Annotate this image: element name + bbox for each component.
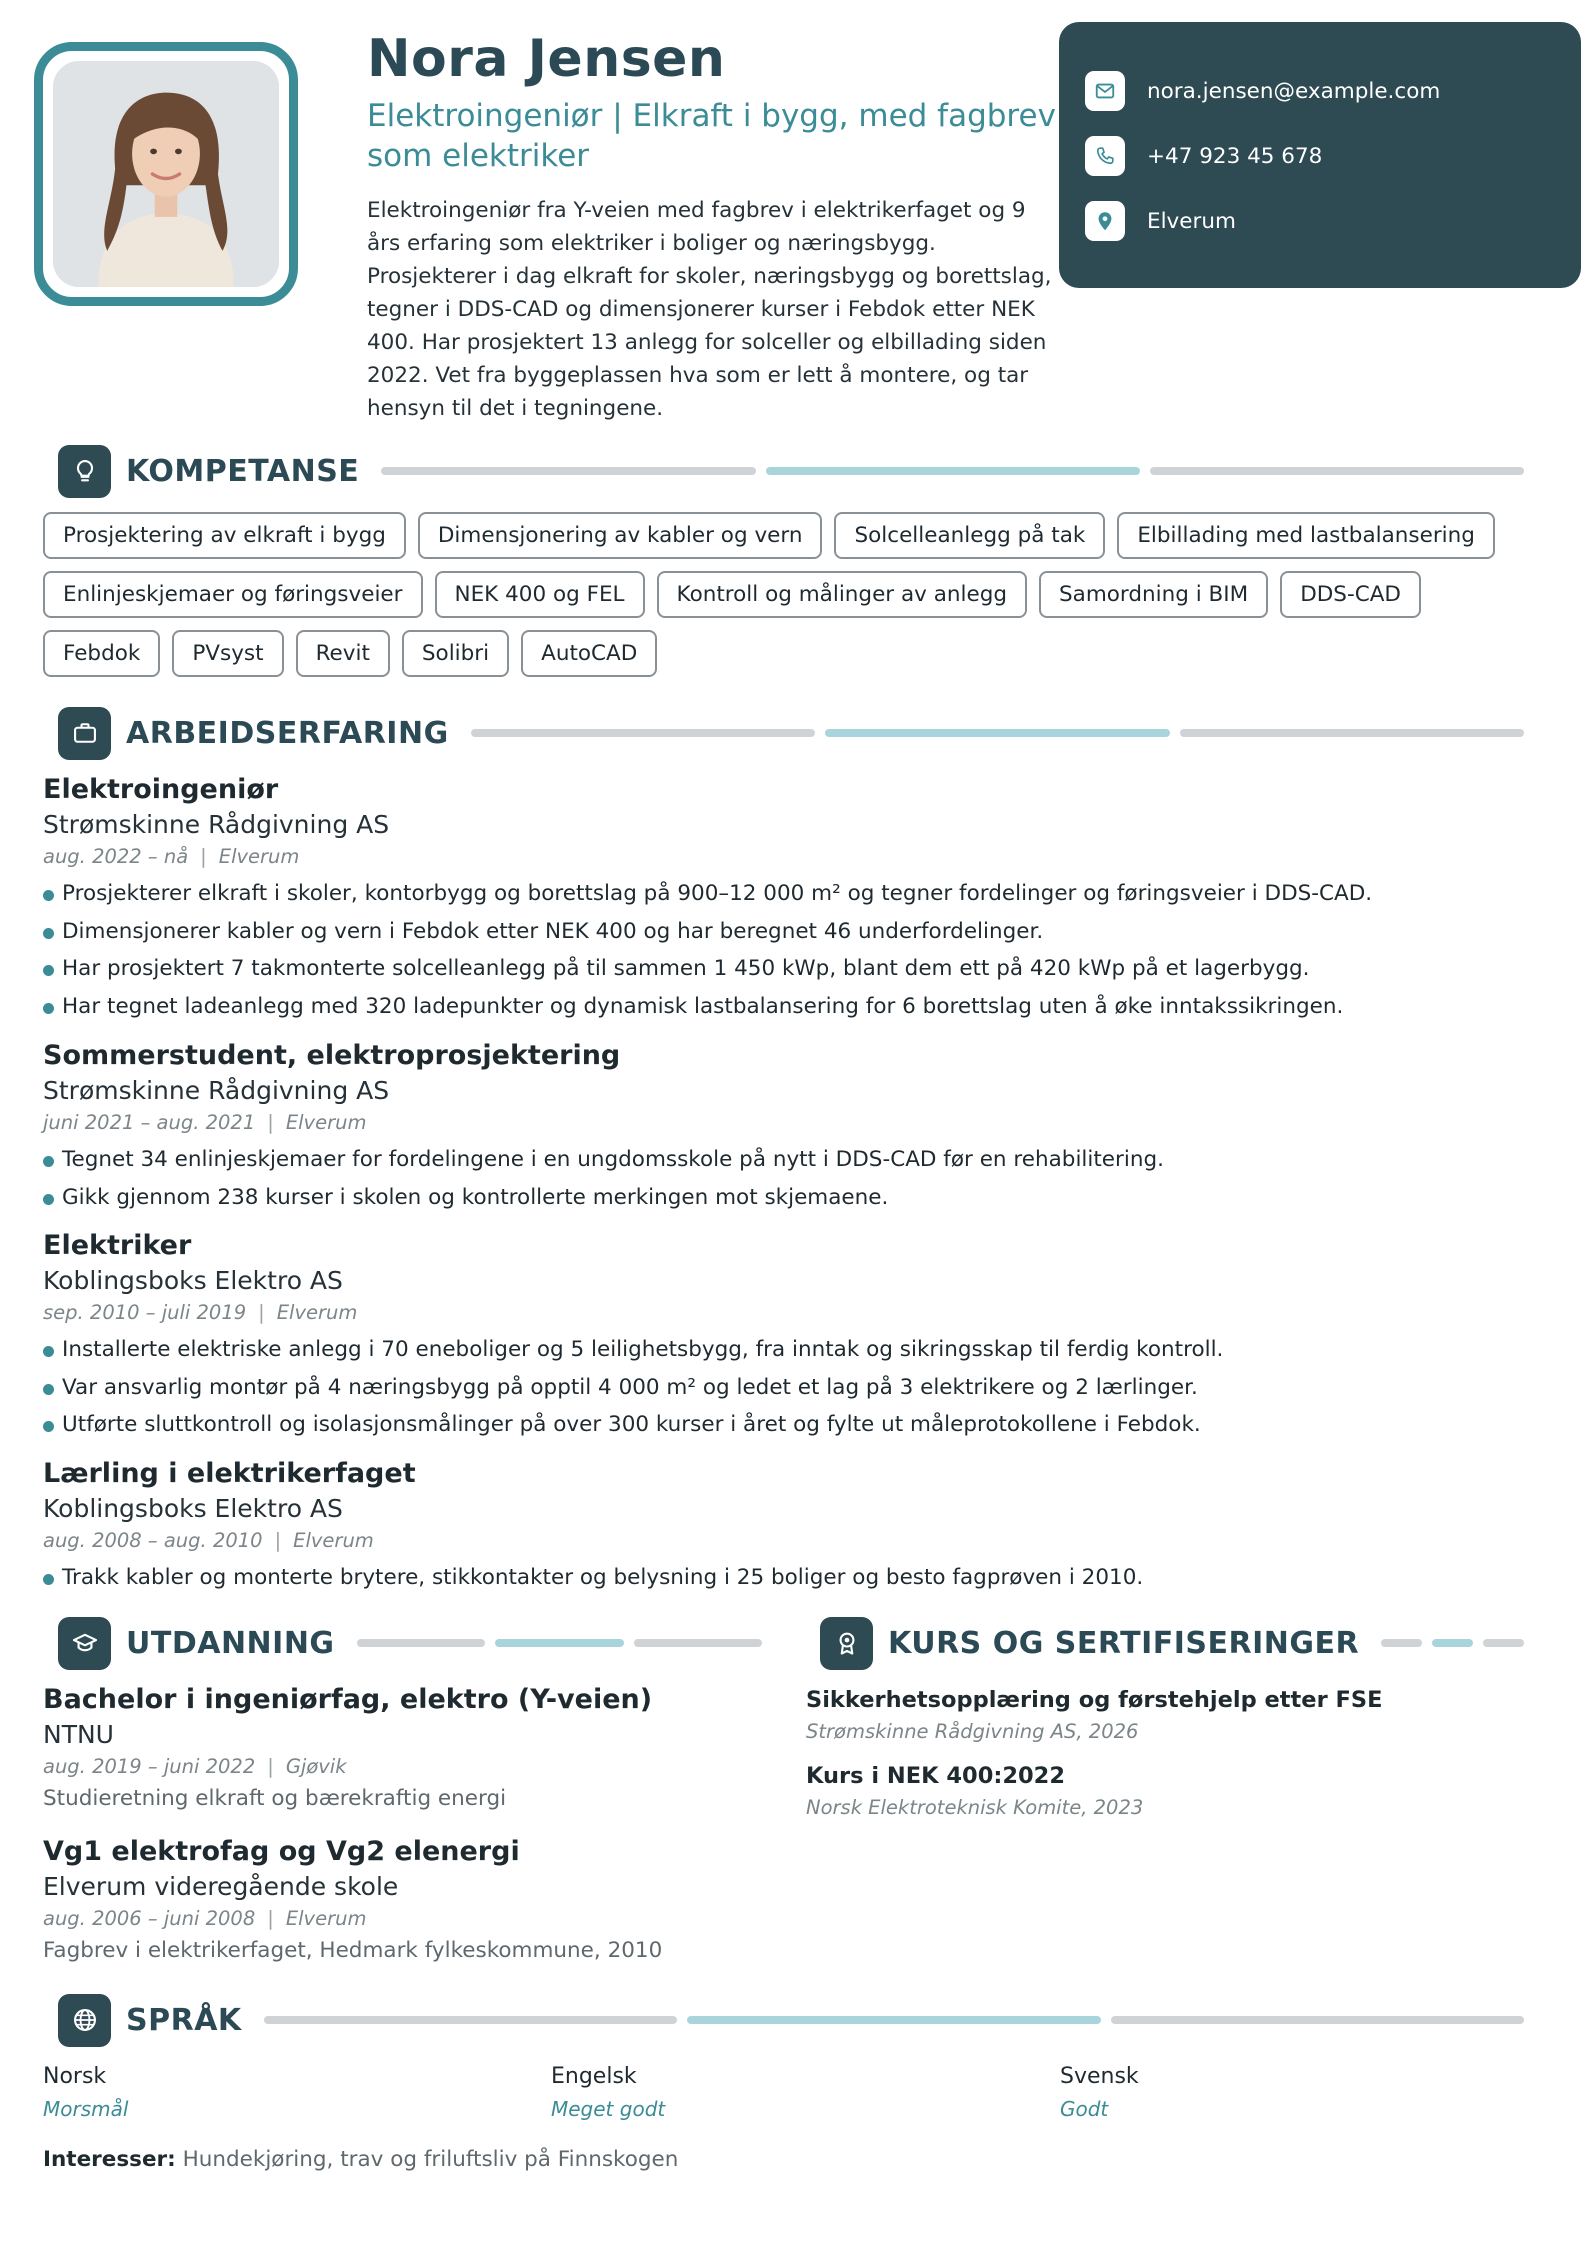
skill-chip: Solcelleanlegg på tak [834, 512, 1105, 559]
job-entry [43, 1456, 1563, 1597]
job-bullet: Tegnet 34 enlinjeskjemaer for fordelingene i en ungdomsskole på nytt i DDS-CAD før en rehabilitering. [43, 1141, 1563, 1179]
education-meta: aug. 2019 – juni 2022 | Gjøvik [43, 1755, 347, 1778]
job-period: sep. 2010 – juli 2019 [43, 1301, 247, 1324]
job-bullet: Prosjekterer elkraft i skoler, kontorbygg og borettslag på 900–12 000 m² og tegner fordelinger og føringsveier i DDS-CAD. [43, 875, 1563, 913]
job-title: Elektroingeniør [43, 774, 279, 805]
section-title: KURS OG SERTIFISERINGER [888, 1625, 1360, 1661]
job-employer: Koblingsboks Elektro AS [43, 1494, 343, 1523]
language-entry [551, 2060, 665, 2124]
job-period: aug. 2022 – nå [43, 845, 189, 868]
section-divider [1381, 1639, 1524, 1647]
language-name: Engelsk [551, 2064, 637, 2089]
person-name: Nora Jensen [367, 29, 726, 89]
job-employer: Strømskinne Rådgivning AS [43, 1076, 390, 1105]
language-level: Godt [1060, 2097, 1109, 2121]
job-place: Elverum [276, 1301, 358, 1324]
job-bullet: Dimensjonerer kabler og vern i Febdok etter NEK 400 og har beregnet 46 underfordelinger. [43, 913, 1563, 951]
job-entry [43, 1038, 1563, 1216]
degree-title: Vg1 elektrofag og Vg2 elenergi [43, 1836, 520, 1867]
phone-icon [1085, 136, 1125, 176]
section-title: ARBEIDSERFARING [126, 715, 449, 751]
job-employer: Strømskinne Rådgivning AS [43, 810, 390, 839]
section-divider [381, 467, 1524, 475]
skill-chip: Samordning i BIM [1039, 571, 1268, 618]
education-note: Studieretning elkraft og bærekraftig energi [43, 1786, 507, 1811]
course-title: Sikkerhetsopplæring og førstehjelp etter FSE [806, 1687, 1383, 1713]
course-meta: Strømskinne Rådgivning AS, 2026 [806, 1720, 1139, 1743]
skill-chip: Dimensjonering av kabler og vern [418, 512, 823, 559]
education-period: aug. 2006 – juni 2008 [43, 1907, 256, 1930]
skill-chip: Elbillading med lastbalansering [1117, 512, 1495, 559]
skill-chip: Febdok [43, 630, 160, 677]
section-divider [471, 729, 1524, 737]
contact-box [1059, 22, 1581, 288]
job-bullet: Har tegnet ladeanlegg med 320 ladepunkter og dynamisk lastbalansering for 6 borettslag uten å øke inntakssikringen. [43, 988, 1563, 1026]
skill-chip: NEK 400 og FEL [435, 571, 645, 618]
job-place: Elverum [293, 1529, 374, 1552]
skill-chip: PVsyst [172, 630, 283, 677]
job-bullets [43, 875, 1563, 1025]
job-bullets [43, 1331, 1563, 1444]
section-divider [357, 1639, 762, 1647]
lightbulb-icon [58, 445, 111, 498]
education-place: Elverum [285, 1907, 367, 1930]
job-period: juni 2021 – aug. 2021 [43, 1111, 256, 1134]
skill-chip: Enlinjeskjemaer og føringsveier [43, 571, 423, 618]
job-meta: juni 2021 – aug. 2021 | Elverum [43, 1111, 367, 1134]
education-entry [43, 1682, 763, 1816]
skill-chip: Prosjektering av elkraft i bygg [43, 512, 406, 559]
job-title: Sommerstudent, elektroprosjektering [43, 1040, 621, 1071]
section-skills-header [58, 444, 1524, 498]
profile-photo [53, 61, 279, 287]
job-title: Lærling i elektrikerfaget [43, 1458, 416, 1489]
course-title: Kurs i NEK 400:2022 [806, 1763, 1065, 1789]
section-courses-header [820, 1616, 1524, 1670]
job-place: Elverum [285, 1111, 367, 1134]
job-bullet: Gikk gjennom 238 kurser i skolen og kontrollerte merkingen mot skjemaene. [43, 1179, 1563, 1217]
job-meta: aug. 2022 – nå | Elverum [43, 845, 300, 868]
course-entry [806, 1760, 1526, 1823]
language-level: Morsmål [43, 2097, 129, 2121]
mail-icon [1085, 71, 1125, 111]
school-name: Elverum videregående skole [43, 1872, 399, 1901]
skill-chip: Revit [296, 630, 390, 677]
skill-chip: DDS-CAD [1280, 571, 1421, 618]
education-meta: aug. 2006 – juni 2008 | Elverum [43, 1907, 367, 1930]
briefcase-icon [58, 707, 111, 760]
job-bullet: Installerte elektriske anlegg i 70 eneboliger og 5 leilighetsbygg, fra inntak og sikringsskap til ferdig kontroll. [43, 1331, 1563, 1369]
section-education-header [58, 1616, 762, 1670]
job-employer: Koblingsboks Elektro AS [43, 1266, 343, 1295]
section-divider [264, 2016, 1524, 2024]
job-bullets [43, 1559, 1563, 1597]
interests [43, 2147, 678, 2172]
language-entry [1060, 2060, 1139, 2124]
job-bullet: Har prosjektert 7 takmonterte solcelleanlegg på til sammen 1 450 kWp, blant dem ett på 420 kWp på et lagerbygg. [43, 950, 1563, 988]
header-main [367, 26, 1057, 425]
contact-location-text: Elverum [1147, 208, 1236, 234]
interests-label: Interesser: [43, 2147, 176, 2172]
section-title: SPRÅK [126, 2002, 242, 2038]
education-note: Fagbrev i elektrikerfaget, Hedmark fylkeskommune, 2010 [43, 1938, 663, 1963]
job-bullet: Trakk kabler og monterte brytere, stikkontakter og belysning i 25 boliger og besto fagprøven i 2010. [43, 1559, 1563, 1597]
award-ribbon-icon [820, 1617, 873, 1670]
section-languages-header [58, 1993, 1524, 2047]
contact-phone[interactable] [1085, 135, 1581, 177]
job-entry [43, 772, 1563, 1025]
degree-title: Bachelor i ingeniørfag, elektro (Y-veien) [43, 1684, 653, 1715]
course-meta: Norsk Elektroteknisk Komite, 2023 [806, 1796, 1144, 1819]
skill-chip: Kontroll og målinger av anlegg [657, 571, 1027, 618]
graduation-cap-icon [58, 1617, 111, 1670]
job-bullet: Var ansvarlig montør på 4 næringsbygg på opptil 4 000 m² og ledet et lag på 3 elektrikere og 2 lærlinger. [43, 1369, 1563, 1407]
job-place: Elverum [218, 845, 300, 868]
education-period: aug. 2019 – juni 2022 [43, 1755, 256, 1778]
language-name: Norsk [43, 2064, 107, 2089]
skills-list [43, 512, 1543, 677]
job-period: aug. 2008 – aug. 2010 [43, 1529, 263, 1552]
job-headline: Elektroingeniør | Elkraft i bygg, med fagbrev som elektriker [367, 98, 1056, 174]
interests-text: Hundekjøring, trav og friluftsliv på Finnskogen [182, 2147, 679, 2172]
globe-icon [58, 1994, 111, 2047]
contact-email[interactable] [1085, 70, 1581, 112]
profile-summary: Elektroingeniør fra Y-veien med fagbrev i elektrikerfaget og 9 års erfaring som elektriker i boliger og næringsbygg. Prosjekterer i dag elkraft for skoler, næringsbygg og borettslag, tegner i DDS-CAD og dimensjonerer kurser i Febdok etter NEK 400. Har prosjektert 13 anlegg for solceller og elbillading siden 2022. Vet fra byggeplassen hva som er lett å montere, og tar hensyn til det i tegningene. [367, 198, 1052, 421]
contact-email-text: nora.jensen@example.com [1147, 78, 1441, 104]
section-experience-header [58, 706, 1524, 760]
job-title: Elektriker [43, 1230, 192, 1261]
skill-chip: AutoCAD [521, 630, 657, 677]
location-pin-icon [1085, 201, 1125, 241]
portrait-image [53, 61, 279, 287]
skill-chip: Solibri [402, 630, 509, 677]
job-meta: sep. 2010 – juli 2019 | Elverum [43, 1301, 358, 1324]
school-name: NTNU [43, 1720, 114, 1749]
profile-photo-frame [34, 42, 298, 306]
contact-location [1085, 200, 1581, 242]
job-meta: aug. 2008 – aug. 2010 | Elverum [43, 1529, 374, 1552]
section-title: KOMPETANSE [126, 453, 360, 489]
education-entry [43, 1834, 763, 1968]
contact-phone-text: +47 923 45 678 [1147, 143, 1323, 169]
course-entry [806, 1684, 1526, 1747]
job-bullets [43, 1141, 1563, 1216]
job-entry [43, 1228, 1563, 1444]
language-entry [43, 2060, 128, 2124]
language-level: Meget godt [551, 2097, 666, 2121]
job-bullet: Utførte sluttkontroll og isolasjonsmålinger på over 300 kurser i året og fylte ut måleprotokollene i Febdok. [43, 1406, 1563, 1444]
language-name: Svensk [1060, 2064, 1139, 2089]
education-place: Gjøvik [285, 1755, 347, 1778]
section-title: UTDANNING [126, 1625, 335, 1661]
